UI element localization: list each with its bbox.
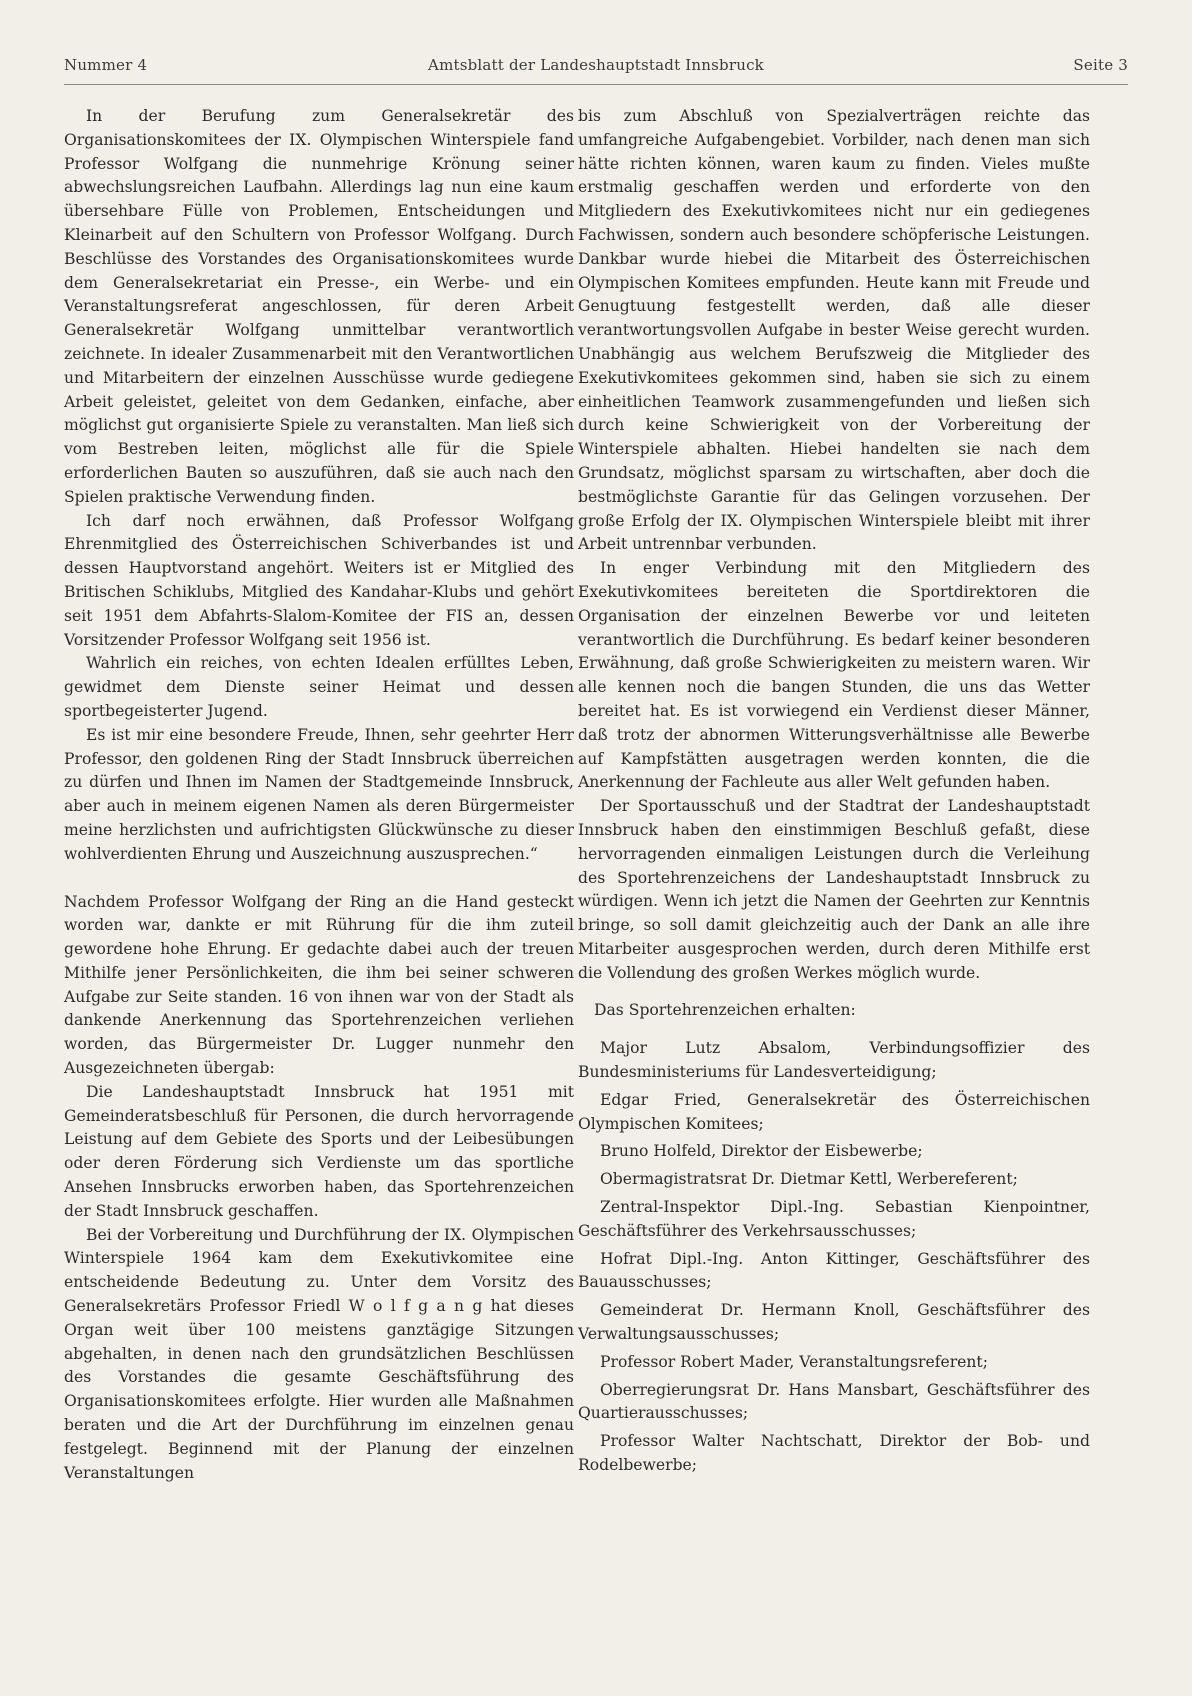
awardee-list: [578, 1037, 1090, 1478]
left-column: [64, 105, 574, 1485]
awardee-item: Professor Robert Mader, Veranstaltungsreferent;: [600, 1352, 988, 1371]
awardee-item: Obermagistratsrat Dr. Dietmar Kettl, Werbereferent;: [600, 1170, 1018, 1189]
paragraph: Es ist mir eine besondere Freude, Ihnen, sehr geehrter Herr Professor, den goldenen Ring der Stadt Innsbruck überreichen zu dürfen und Ihnen im Namen der Stadtgemeinde Innsbruck, aber auch in meinem eigenen Namen als deren Bürgermeister meine herzlichsten und aufrichtigsten Glückwünsche zu dieser wohlverdienten Ehrung und Auszeichnung auszusprechen.“: [64, 725, 574, 863]
awardee-item: Oberregierungsrat Dr. Hans Mansbart, Geschäftsführer des Quartierausschusses;: [578, 1380, 1090, 1423]
paragraph: In der Berufung zum Generalsekretär des Organisationskomitees der IX. Olympischen Winterspiele fand Professor Wolfgang die nunmehrige Krönung seiner abwechslungsreichen Laufbahn. Allerdings lag nun eine kaum übersehbare Fülle von Problemen, Entscheidungen und Kleinarbeit auf den Schultern von Professor Wolfgang. Durch Beschlüsse des Vorstandes des Organisationskomitees wurde dem Generalsekretariat ein Presse-, ein Werbe- und ein Veranstaltungsreferat angeschlossen, für deren Arbeit Generalsekretär Wolfgang unmittelbar verantwortlich zeichnete. In idealer Zusammenarbeit mit den Verantwortlichen und Mitarbeitern der einzelnen Ausschüsse wurde gediegene Arbeit geleistet, geleitet von dem Gedanken, einfache, aber möglichst gut organisierte Spiele zu veranstalten. Man ließ sich vom Bestreben leiten, möglichst alle für die Spiele erforderlichen Bauten so auszuführen, daß sie auch nach den Spielen praktische Verwendung finden.: [64, 107, 574, 506]
paragraph: Der Sportausschuß und der Stadtrat der Landeshauptstadt Innsbruck haben den einstimmigen Beschluß gefaßt, diese hervorragenden einmaligen Leistungen durch die Verleihung des Sportehrenzeichens der Landeshauptstadt Innsbruck zu würdigen. Wenn ich jetzt die Namen der Geehrten zur Kenntnis bringe, so soll damit gleichzeitig auch der Dank an alle ihre Mitarbeiter ausgesprochen werden, durch deren Mithilfe erst die Vollendung des großen Werkes möglich wurde.: [578, 797, 1090, 982]
paragraph: Nachdem Professor Wolfgang der Ring an die Hand gesteckt worden war, dankte er mit Rührung für die ihm zuteil gewordene hohe Ehrung. Er gedachte dabei auch der treuen Mithilfe jener Persönlichkeiten, die ihm bei seiner schweren Aufgabe zur Seite standen. 16 von ihnen war von der Stadt als dankende Anerkennung das Sportehrenzeichen verliehen worden, das Bürgermeister Dr. Lugger nunmehr den Ausgezeichneten übergab:: [64, 892, 574, 1078]
page-number: Seite 3: [1073, 56, 1128, 74]
paragraph: In enger Verbindung mit den Mitgliedern des Exekutivkomitees bereiteten die Sportdirektoren die Organisation der einzelnen Bewerbe vor und leiteten verantwortlich die Durchführung. Es bedarf keiner besonderen Erwähnung, daß große Schwierigkeiten zu meistern waren. Wir alle kennen noch die bangen Stunden, die uns das Wetter bereitet hat. Es ist vorwiegend ein Verdienst dieser Männer, daß trotz der abnormen Witterungsverhältnisse alle Bewerbe auf Kampfstätten ausgetragen werden konnten, die die Anerkennung der Fachleute aus aller Welt gefunden haben.: [578, 559, 1090, 792]
paragraph: Die Landeshauptstadt Innsbruck hat 1951 mit Gemeinderatsbeschluß für Personen, die durch hervorragende Leistung auf dem Gebiete des Sports und der Leibesübungen oder deren Förderung sich Verdienste um das sportliche Ansehen Innsbrucks erworben haben, das Sportehrenzeichen der Stadt Innsbruck geschaffen.: [64, 1082, 574, 1220]
right-column: [578, 105, 1090, 1482]
awards-intro: Das Sportehrenzeichen erhalten:: [594, 1001, 856, 1020]
header-rule: [64, 84, 1128, 85]
paragraph: bis zum Abschluß von Spezialverträgen reichte das umfangreiche Aufgabengebiet. Vorbilder, nach denen man sich hätte richten können, waren kaum zu finden. Vieles mußte erstmalig geschaffen werden und erforderte von den Mitgliedern des Exekutivkomitees nicht nur ein gediegenes Fachwissen, sondern auch besondere schöpferische Leistungen. Dankbar wurde hiebei die Mitarbeit des Österreichischen Olympischen Komitees empfunden. Heute kann mit Freude und Genugtuung festgestellt werden, daß alle dieser verantwortungsvollen Aufgabe in bester Weise gerecht wurden. Unabhängig aus welchem Berufszweig die Mitglieder des Exekutivkomitees gekommen sind, haben sie sich zu einem einheitlichen Teamwork zusammengefunden und ließen sich durch keine Schwierigkeit von der Vorbereitung der Winterspiele abhalten. Hiebei handelten sie nach dem Grundsatz, möglichst sparsam zu wirtschaften, aber doch die bestmöglichste Garantie für das Gelingen vorzusehen. Der große Erfolg der IX. Olympischen Winterspiele bleibt mit ihrer Arbeit untrennbar verbunden.: [578, 107, 1090, 554]
paragraph: Ich darf noch erwähnen, daß Professor Wolfgang Ehrenmitglied des Österreichischen Schiverbandes ist und dessen Hauptvorstand angehört. Weiters ist er Mitglied des Britischen Schiklubs, Mitglied des Kandahar-Klubs und gehört seit 1951 dem Abfahrts-Slalom-Komitee der FIS an, dessen Vorsitzender Professor Wolfgang seit 1956 ist.: [64, 511, 574, 649]
publication-title: Amtsblatt der Landeshauptstadt Innsbruck: [428, 56, 764, 74]
awardee-item: Professor Walter Nachtschatt, Direktor der Bob- und Rodelbewerbe;: [578, 1432, 1090, 1475]
paragraph: Wahrlich ein reiches, von echten Idealen erfülltes Leben, gewidmet dem Dienste seiner Heimat und dessen sportbegeisterter Jugend.: [64, 654, 574, 720]
awardee-item: Major Lutz Absalom, Verbindungsoffizier des Bundesministeriums für Landesverteidigung;: [578, 1039, 1090, 1082]
awardee-item: Hofrat Dipl.-Ing. Anton Kittinger, Geschäftsführer des Bauausschusses;: [578, 1249, 1090, 1292]
page-header: [64, 56, 1128, 78]
awardee-item: Zentral-Inspektor Dipl.-Ing. Sebastian Kienpointner, Geschäftsführer des Verkehrsausschusses;: [578, 1198, 1090, 1240]
awardee-item: Bruno Holfeld, Direktor der Eisbewerbe;: [600, 1142, 923, 1161]
paragraph: Bei der Vorbereitung und Durchführung der IX. Olympischen Winterspiele 1964 kam dem Exekutivkomitee eine entscheidende Bedeutung zu. Unter dem Vorsitz des Generalsekretärs Professor Friedl W o l f g a n g hat dieses Organ weit über 100 meistens ganztägige Sitzungen abgehalten, in denen nach den grundsätzlichen Beschlüssen des Vorstandes die gesamte Geschäftsführung des Organisationskomitees erfolgte. Hier wurden alle Maßnahmen beraten und die Art der Durchführung im einzelnen genau festgelegt. Beginnend mit der Planung der einzelnen Veranstaltungen: [64, 1225, 574, 1482]
issue-number: Nummer 4: [64, 56, 148, 74]
awardee-item: Gemeinderat Dr. Hermann Knoll, Geschäftsführer des Verwaltungsausschusses;: [578, 1301, 1090, 1344]
awardee-item: Edgar Fried, Generalsekretär des Österreichischen Olympischen Komitees;: [578, 1090, 1090, 1133]
